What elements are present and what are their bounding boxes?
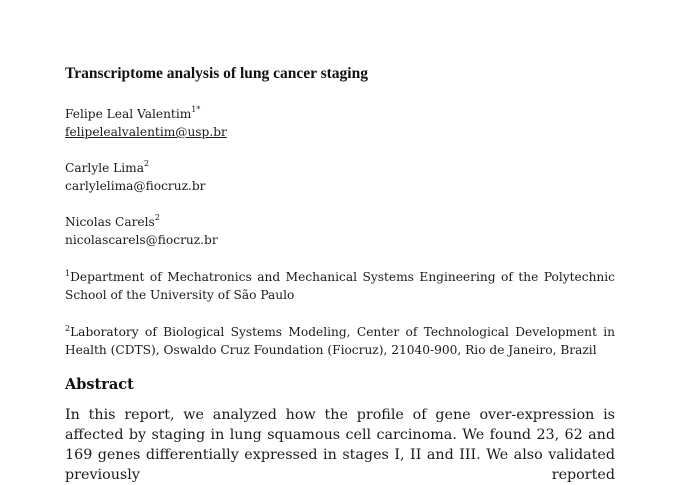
affiliation-1 (65, 268, 615, 304)
author-1 (65, 105, 615, 141)
author-2-name: Carlyle Lima (65, 161, 144, 175)
author-1-mark: 1* (191, 105, 201, 114)
abstract-heading: Abstract (65, 376, 134, 393)
paper-content (65, 64, 615, 485)
author-2-mark: 2 (144, 159, 150, 168)
author-3-mark: 2 (154, 213, 160, 222)
affiliation-2-text: Laboratory of Biological Systems Modeling, Center of Technological Development in Health (CDTS), Oswaldo Cruz Foundation (Fiocruz), 21040-900, Rio de Janeiro, Brazil (65, 325, 615, 357)
abstract-text: In this report, we analyzed how the profile of gene over-expression is affected by staging in lung squamous cell carcinoma. We found 23, 62 and 169 genes differentially expressed in stages I, II and III. We also validated previously reported (65, 407, 615, 483)
author-1-name: Felipe Leal Valentim (65, 107, 192, 121)
affiliation-1-text: Department of Mechatronics and Mechanical Systems Engineering of the Polytechnic School of the University of São Paulo (65, 270, 615, 302)
affiliation-2-mark: 2 (65, 324, 71, 333)
paper-title: Transcriptome analysis of lung cancer staging (65, 65, 368, 82)
affiliation-2 (65, 323, 615, 359)
author-2 (65, 159, 615, 195)
author-1-email[interactable]: felipelealvalentim@usp.br (65, 125, 227, 139)
author-3 (65, 213, 615, 249)
affiliation-1-mark: 1 (65, 269, 71, 278)
author-3-email: nicolascarels@fiocruz.br (65, 233, 218, 247)
author-3-name: Nicolas Carels (65, 215, 155, 229)
author-2-email: carlylelima@fiocruz.br (65, 179, 206, 193)
